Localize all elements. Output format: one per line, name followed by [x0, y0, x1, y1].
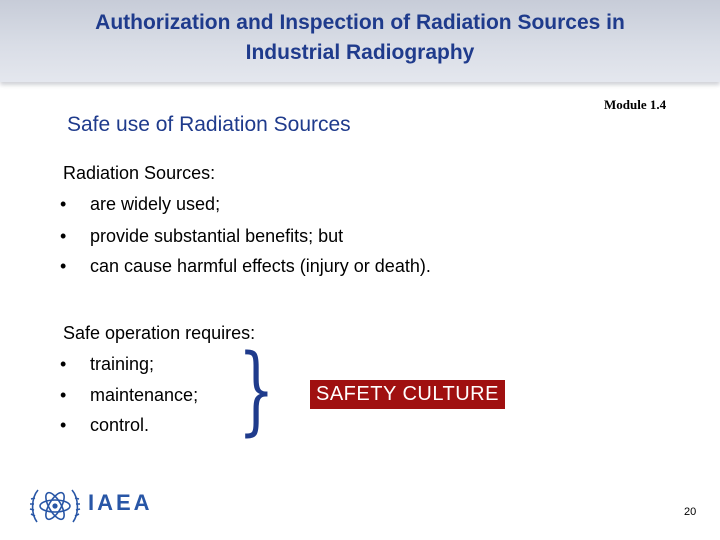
bullet-icon: •	[60, 354, 67, 374]
iaea-emblem-icon	[28, 484, 82, 528]
brace-icon: }	[238, 334, 275, 446]
safe-operation-heading: Safe operation requires:	[63, 323, 256, 343]
safety-culture-badge: SAFETY CULTURE	[310, 380, 505, 409]
list-item	[60, 226, 343, 247]
list-item	[60, 194, 220, 215]
slide-title-line-1: Authorization and Inspection of Radiation Sources in	[95, 11, 625, 34]
list-item-text: provide substantial benefits; but	[90, 226, 344, 246]
list-item-text: control.	[90, 415, 150, 435]
list-item-text: can cause harmful effects (injury or death).	[90, 256, 431, 276]
list-item	[60, 354, 154, 375]
list-item	[60, 385, 198, 406]
list-item-text: maintenance;	[90, 385, 199, 405]
bullet-icon: •	[60, 194, 67, 214]
list-item	[60, 256, 431, 277]
bullet-icon: •	[60, 256, 67, 276]
slide-subtitle: Safe use of Radiation Sources	[67, 113, 351, 136]
list-item-text: training;	[90, 354, 155, 374]
iaea-logo-text: IAEA	[88, 490, 153, 515]
radiation-sources-heading: Radiation Sources:	[63, 163, 216, 183]
bullet-icon: •	[60, 415, 67, 435]
slide-title-line-2: Industrial Radiography	[245, 41, 475, 64]
list-item-text: are widely used;	[90, 194, 221, 214]
header-bar	[0, 0, 720, 82]
page-number: 20	[684, 506, 697, 518]
bullet-icon: •	[60, 226, 67, 246]
list-item	[60, 415, 149, 436]
slide-title	[0, 8, 720, 68]
bullet-icon: •	[60, 385, 67, 405]
module-label: Module 1.4	[604, 97, 667, 112]
